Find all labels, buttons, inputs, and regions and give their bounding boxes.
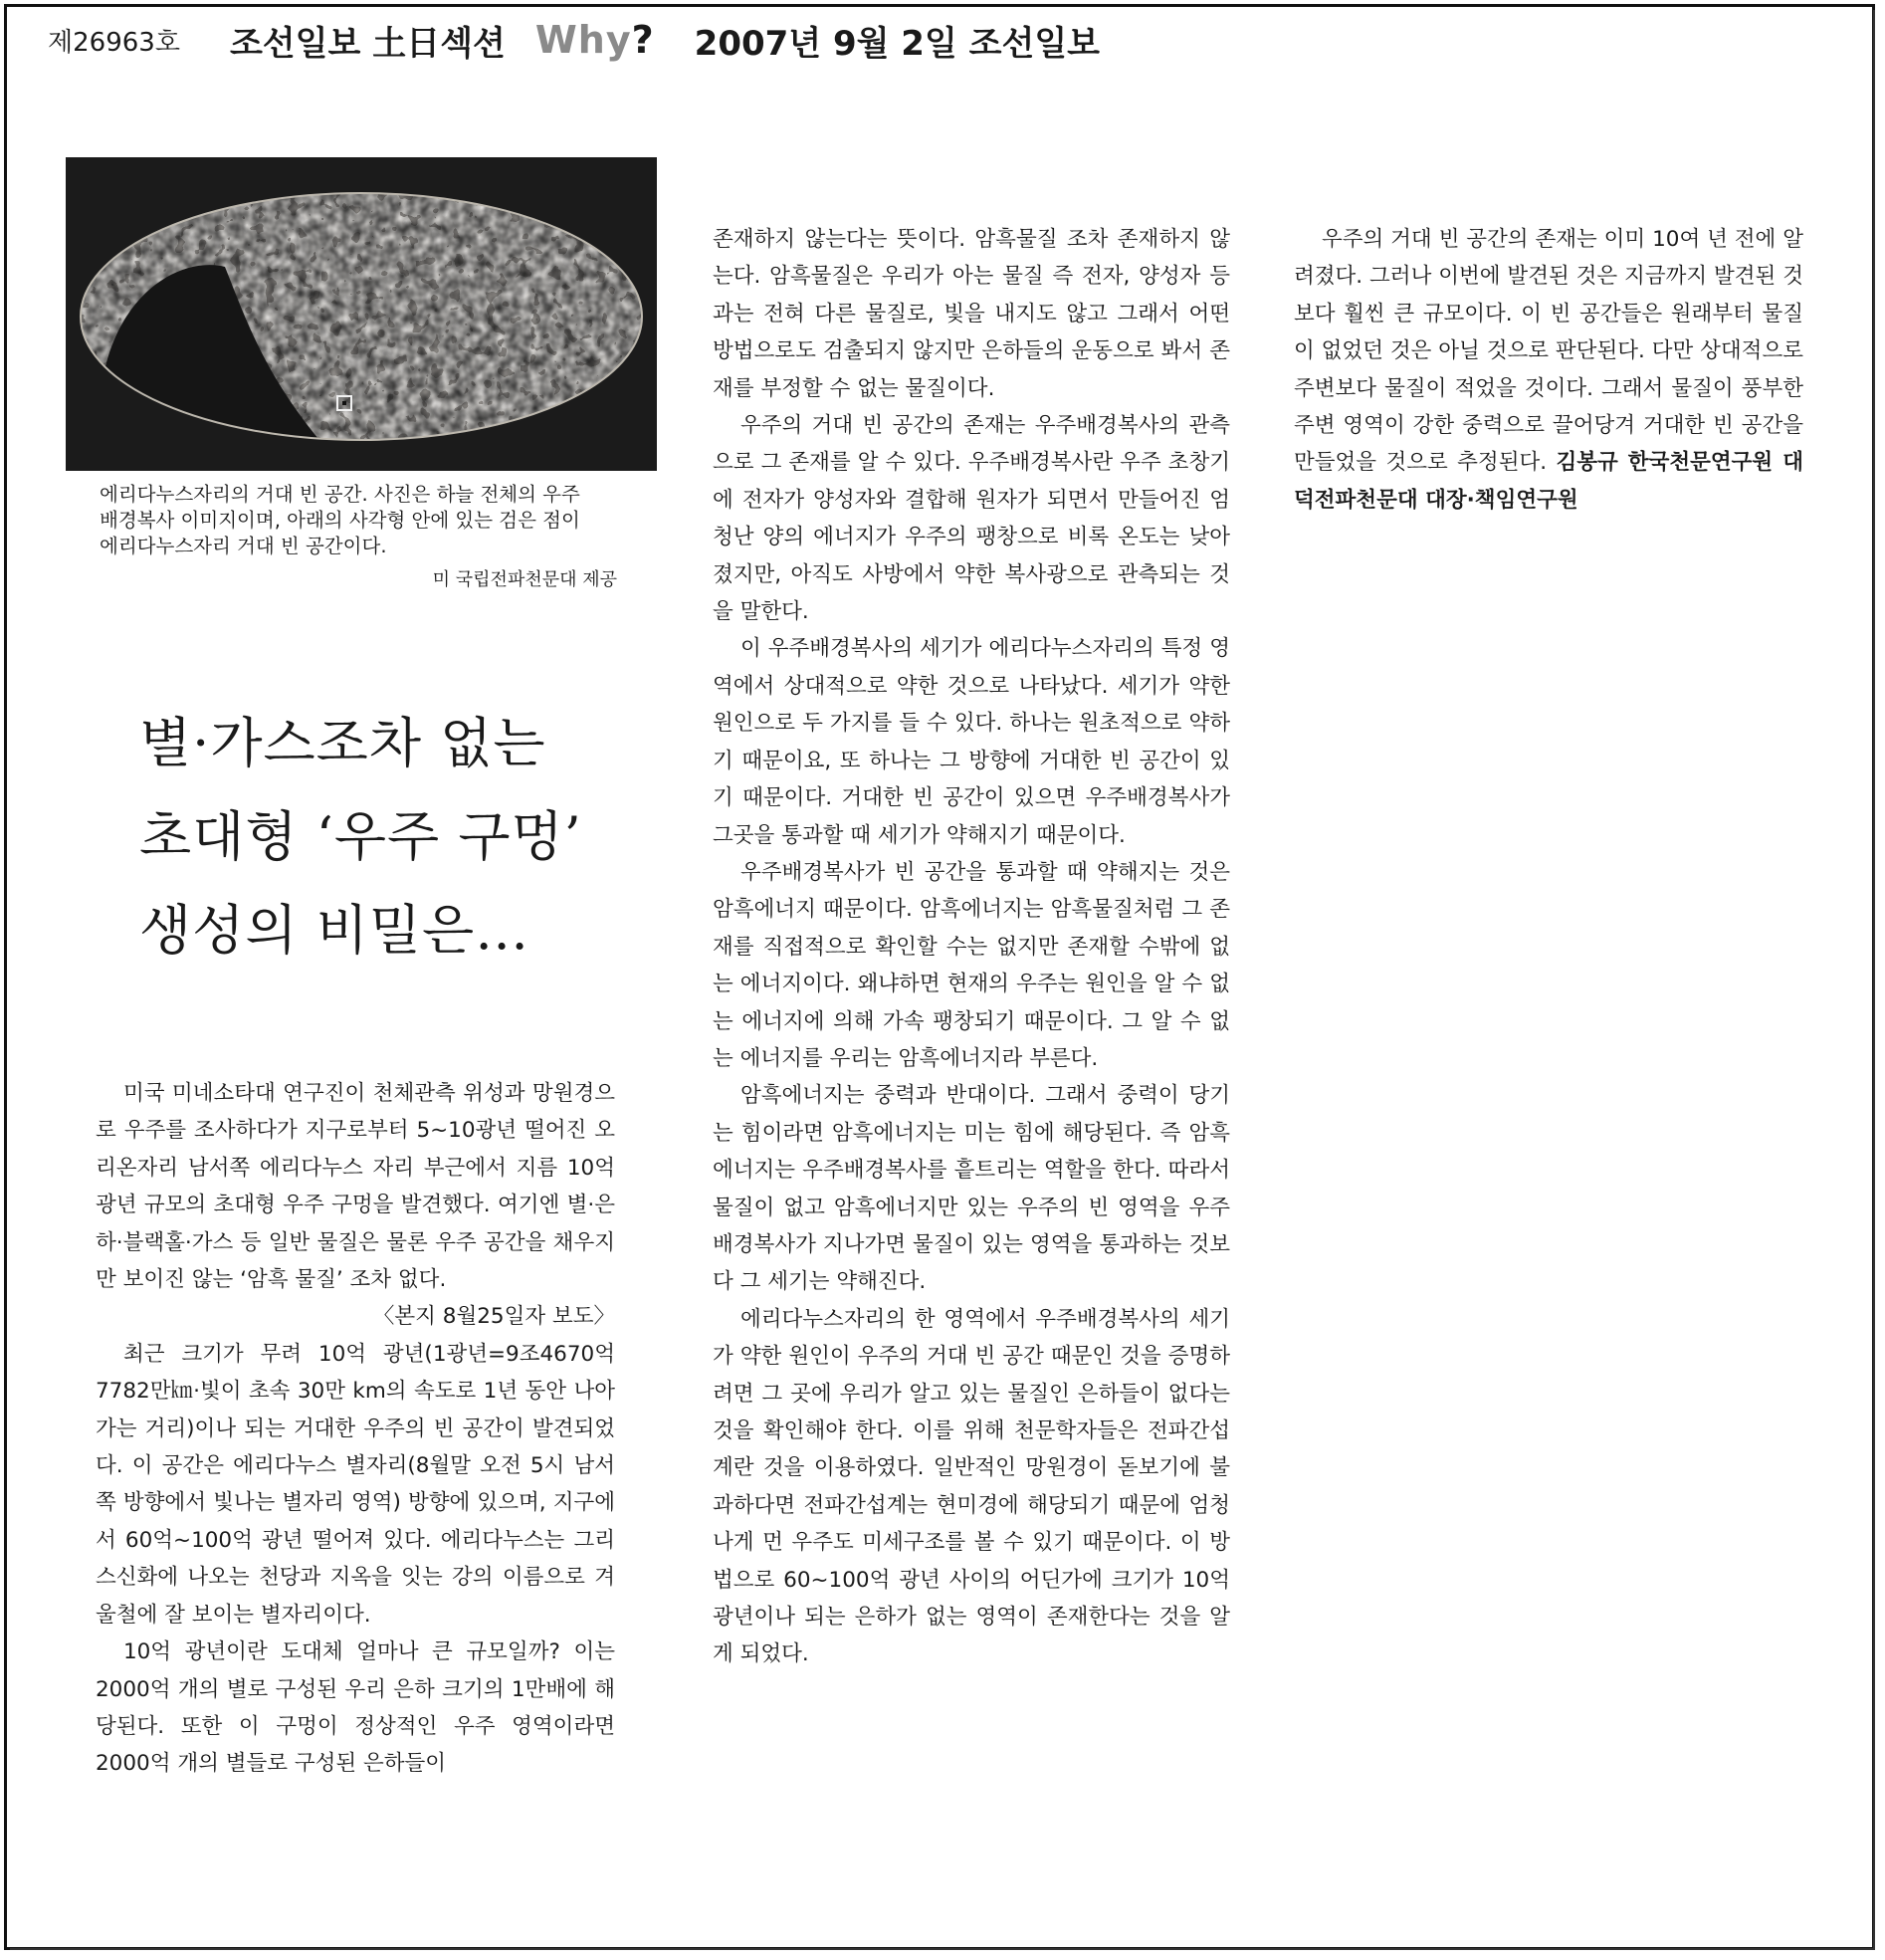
article-paragraph: 우주의 거대 빈 공간의 존재는 우주배경복사의 관측으로 그 존재를 알 수 있다. 우주배경복사란 우주 초창기에 전자가 양성자와 결합해 원자가 되면서 만들어진 엄청난 양의 에너지가 우주의 팽창으로 비록 온도는 낮아졌지만, 아직도 사방에서 약한 복사광으로 관측되는 것을 말한다. [713,413,1230,625]
article-column-2 [713,221,1230,1673]
author-byline: 김봉규 한국천문연구원 대덕전파천문대 대장·책임연구원 [1294,450,1803,513]
article-paragraph: 우주배경복사가 빈 공간을 통과할 때 약해지는 것은 암흑에너지 때문이다. 암흑에너지는 암흑물질처럼 그 존재를 직접적으로 확인할 수는 없지만 존재할 수밖에 없는 에너지이다. 왜냐하면 현재의 우주는 원인을 알 수 없는 에너지에 의해 가속 팽창되기 때문이다. 그 알 수 없는 에너지를 우리는 암흑에너지라 부른다. [713,859,1230,1071]
why-logo [535,18,655,62]
caption-line: 배경복사 이미지이며, 아래의 사각형 안에 있는 검은 점이 [100,509,580,532]
why-logo-mark: ? [631,18,655,62]
cmb-sky-map-photo [66,157,657,471]
article-column-1 [96,1075,615,1783]
caption-line: 에리다누스자리 거대 빈 공간이다. [100,535,387,557]
article-paragraph [1294,221,1803,519]
article-column-3 [1294,221,1803,519]
article-paragraph: 이 우주배경복사의 세기가 에리다누스자리의 특정 영역에서 상대적으로 약한 것으로 나타났다. 세기가 약한 원인으로 두 가지를 들 수 있다. 하나는 원초적으로 약하기 때문이요, 또 하나는 그 방향에 거대한 빈 공간이 있기 때문이다. 거대한 빈 공간이 있으면 우주배경복사가 그곳을 통과할 때 세기가 약해지기 때문이다. [713,636,1230,848]
paper-section-title: 조선일보 土日섹션 [229,23,506,64]
article-paragraph: 최근 크기가 무려 10억 광년(1광년=9조4670억7782만㎞·빛이 초속 30만 km의 속도로 1년 동안 나아가는 거리)이나 되는 거대한 우주의 빈 공간이 발견되었다. 이 공간은 에리다누스 별자리(8월말 오전 5시 남서쪽 방향에서 빛나는 별자리 영역) 방향에 있으며, 지구에서 60억~100억 광년 떨어져 있다. 에리다누스는 그리스신화에 나오는 천당과 지옥을 잇는 강의 이름으로 겨울철에 잘 보이는 별자리이다. [96,1341,615,1628]
article-paragraph: 10억 광년이란 도대체 얼마나 큰 규모일까? 이는 2000억 개의 별로 구성된 우리 은하 크기의 1만배에 해당된다. 또한 이 구멍이 정상적인 우주 영역이라면 2000억 개의 별들로 구성된 은하들이 [96,1639,615,1777]
why-logo-text: Why [534,18,632,62]
caption-line: 에리다누스자리의 거대 빈 공간. 사진은 하늘 전체의 우주 [100,483,580,506]
headline-line: 별·가스조차 없는 [139,712,546,774]
headline-line: 초대형 ‘우주 구멍’ [139,805,582,868]
issue-date: 2007년 9월 2일 조선일보 [694,23,1101,64]
issue-number: 제26963호 [48,27,180,58]
article-paragraph: 에리다누스자리의 한 영역에서 우주배경복사의 세기가 약한 원인이 우주의 거대 빈 공간 때문인 것을 증명하려면 그 곳에 우리가 알고 있는 물질인 은하들이 없다는 것을 확인해야 한다. 이를 위해 천문학자들은 전파간섭계란 것을 이용하였다. 일반적인 망원경이 돋보기에 불과하다면 전파간섭계는 현미경에 해당되기 때문에 엄청나게 먼 우주도 미세구조를 볼 수 있기 때문이다. 이 방법으로 60~100억 광년 사이의 어딘가에 크기가 10억 광년이나 되는 은하가 없는 영역이 존재한다는 것을 알게 되었다. [713,1306,1230,1667]
article-paragraph: 존재하지 않는다는 뜻이다. 암흑물질 조차 존재하지 않는다. 암흑물질은 우리가 아는 물질 즉 전자, 양성자 등과는 전혀 다른 물질로, 빛을 내지도 않고 그래서 어떤 방법으로도 검출되지 않지만 은하들의 운동으로 봐서 존재를 부정할 수 없는 물질이다. [713,227,1230,401]
headline-line: 생성의 비밀은… [139,899,530,962]
headline [139,697,657,978]
photo-credit: 미 국립전파천문대 제공 [432,569,617,590]
article-paragraph: 미국 미네소타대 연구진이 천체관측 위성과 망원경으로 우주를 조사하다가 지구로부터 5~10광년 떨어진 오리온자리 남서쪽 에리다누스 자리 부근에서 지름 10억 광년 규모의 초대형 우주 구멍을 발견했다. 여기엔 별·은하·블랙홀·가스 등 일반 물질은 물론 우주 공간을 채우지만 보이진 않는 ‘암흑 물질’ 조차 없다. [96,1081,615,1293]
article-text: 우주의 거대 빈 공간의 존재는 이미 10여 년 전에 알려졌다. 그러나 이번에 발견된 것은 지금까지 발견된 것보다 훨씬 큰 규모이다. 이 빈 공간들은 원래부터 물질이 없었던 것은 아닐 것으로 판단된다. 다만 상대적으로 주변보다 물질이 적었을 것이다. 그래서 물질이 풍부한 주변 영역이 강한 중력으로 끌어당겨 거대한 빈 공간을 만들었을 것으로 추정된다. [1294,227,1803,476]
article-paragraph: 암흑에너지는 중력과 반대이다. 그래서 중력이 당기는 힘이라면 암흑에너지는 미는 힘에 해당된다. 즉 암흑에너지는 우주배경복사를 흩트리는 역할을 한다. 따라서 물질이 없고 암흑에너지만 있는 우주의 빈 영역을 우주배경복사가 지나가면 물질이 있는 영역을 통과하는 것보다 그 세기는 약해진다. [713,1083,1230,1295]
report-reference: 〈본지 8월25일자 보도〉 [372,1304,615,1330]
figure-caption [100,482,617,593]
masthead [48,12,1100,68]
cmb-sky-map-image [66,157,657,471]
